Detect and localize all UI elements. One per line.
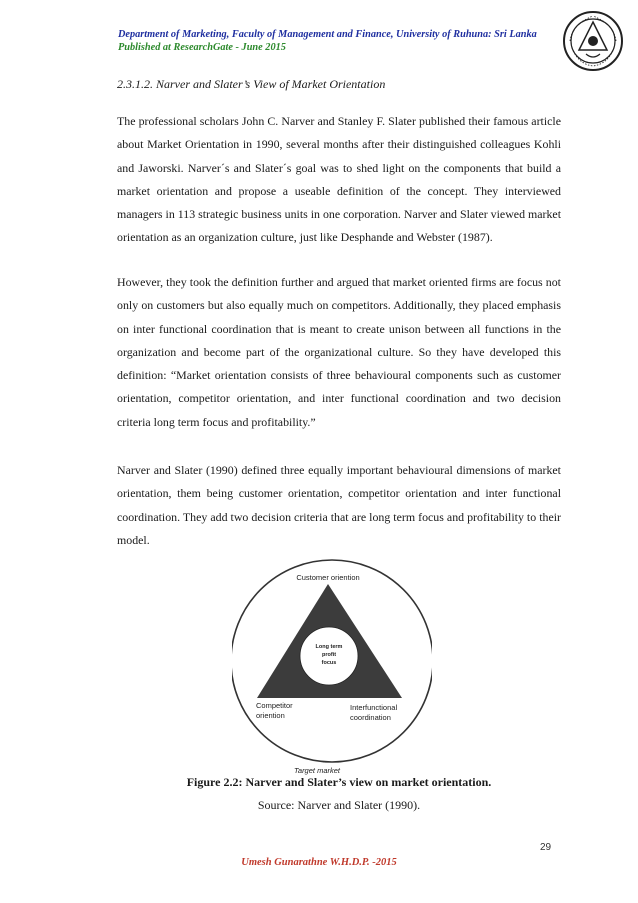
figure-source: Source: Narver and Slater (1990). (257, 798, 421, 812)
left-label-1: Competitor (256, 701, 293, 710)
market-orientation-diagram (232, 555, 432, 777)
page-footer: Umesh Gunarathne W.H.D.P. -2015 (241, 857, 397, 868)
paragraph-1: The professional scholars John C. Narver and Stanley F. Slater published their famous article about Market Orientation in 1990, several months after their distinguished colleagues Kohli and Jaworski. Narver´s and Slater´s goal was to shed light on the components that build a market orientation and propose a useable definition of the concept. They interviewed managers in 113 strategic business units in one corporation. Narver and Slater viewed market orientation as an organization culture, just like Desphande and Webster (1987). (117, 114, 562, 245)
page-number: 29 (540, 842, 552, 853)
center-label-1: Long term (315, 644, 343, 650)
paragraph-3: Narver and Slater (1990) defined three equally important behavioural dimensions of market orientation, them being customer orientation, competitor orientation and inter functional coordination. They add two decision criteria that are long term focus and profitability to their model. (117, 463, 561, 547)
right-label-2: coordination (350, 713, 391, 722)
section-heading: 2.3.1.2. Narver and Slater’s View of Market Orientation (117, 77, 386, 91)
bottom-label: Target market (294, 766, 340, 775)
left-label-2: oriention (256, 711, 285, 720)
figure-caption: Figure 2.2: Narver and Slater’s view on market orientation. (186, 775, 492, 789)
top-label: Customer oriention (296, 573, 360, 582)
right-label-1: Interfunctional (350, 703, 398, 712)
department-line: Department of Marketing, Faculty of Management and Finance, University of Ruhuna: Sri Lanka (118, 29, 537, 40)
published-line: Published at ResearchGate - June 2015 (118, 42, 286, 53)
page-header (118, 28, 558, 54)
center-label-3: focus (321, 660, 337, 666)
paragraph-2: However, they took the definition further and argued that market oriented firms are focus not only on customers but also equally much on competitors. Additionally, they placed emphasis on inter functional coordination that is meant to create unison between all functions in the organization and become part of the organizational culture. So they have developed this definition: “Market orientation consists of three behavioural components such as customer orientation, competitor orientation, and inter functional coordination and two decision criteria long term focus and profitability.” (117, 275, 561, 429)
center-label-2: profit (321, 652, 337, 658)
university-seal-icon (562, 10, 624, 72)
